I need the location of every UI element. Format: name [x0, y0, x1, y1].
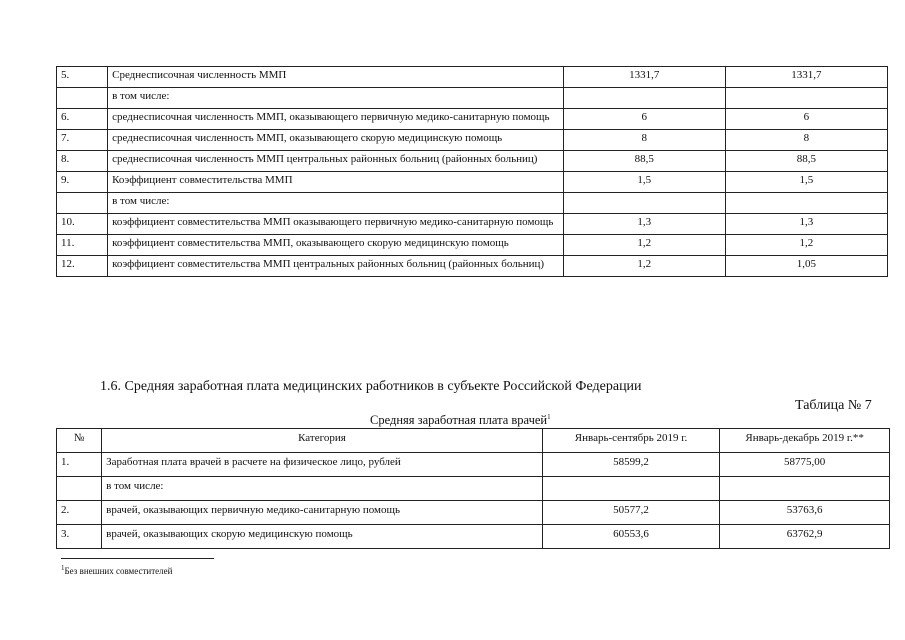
table-number: Таблица № 7 — [795, 398, 872, 413]
table-row — [57, 109, 888, 130]
row-value-2 — [725, 88, 887, 109]
row-number: 12. — [57, 256, 108, 277]
row-number: 1. — [57, 453, 102, 477]
row-number: 7. — [57, 130, 108, 151]
row-label: врачей, оказывающих первичную медико-санитарную помощь — [102, 501, 543, 525]
row-value-1: 50577,2 — [542, 501, 720, 525]
row-value-2: 88,5 — [725, 151, 887, 172]
row-value-1: 6 — [563, 109, 725, 130]
footnote-mark: 1 — [61, 564, 65, 572]
row-number: 8. — [57, 151, 108, 172]
footnote-text: Без внешних совместителей — [64, 566, 173, 576]
salary-table-body — [57, 453, 890, 549]
row-value-1: 1,2 — [563, 256, 725, 277]
row-label: коэффициент совместительства ММП центральных районных больниц (районных больниц) — [108, 256, 564, 277]
row-number: 9. — [57, 172, 108, 193]
row-label: в том числе: — [108, 88, 564, 109]
row-value-2: 63762,9 — [720, 525, 890, 549]
row-value-1: 1331,7 — [563, 67, 725, 88]
row-label: среднесписочная численность ММП, оказывающего первичную медико-санитарную помощь — [108, 109, 564, 130]
row-number: 3. — [57, 525, 102, 549]
section-title: 1.6. Средняя заработная плата медицинских работников в субъекте Российской Федерации — [100, 379, 642, 394]
staff-table — [56, 66, 888, 277]
row-label: в том числе: — [102, 477, 543, 501]
row-value-1: 1,2 — [563, 235, 725, 256]
staff-table-body — [57, 67, 888, 277]
row-value-2: 53763,6 — [720, 501, 890, 525]
table-row — [57, 235, 888, 256]
row-label: среднесписочная численность ММП центральных районных больниц (районных больниц) — [108, 151, 564, 172]
table-row — [57, 130, 888, 151]
table-row — [57, 67, 888, 88]
row-number — [57, 193, 108, 214]
table-row — [57, 88, 888, 109]
table-row — [57, 214, 888, 235]
row-label: Заработная плата врачей в расчете на физическое лицо, рублей — [102, 453, 543, 477]
row-number: 10. — [57, 214, 108, 235]
row-number: 6. — [57, 109, 108, 130]
table-row — [57, 501, 890, 525]
row-value-2: 1,05 — [725, 256, 887, 277]
row-value-2 — [720, 477, 890, 501]
row-value-2: 8 — [725, 130, 887, 151]
row-label: среднесписочная численность ММП, оказывающего скорую медицинскую помощь — [108, 130, 564, 151]
row-value-1: 1,3 — [563, 214, 725, 235]
row-label: Среднесписочная численность ММП — [108, 67, 564, 88]
table-caption — [370, 413, 551, 428]
salary-table — [56, 428, 890, 549]
footnote-divider — [61, 558, 214, 559]
row-value-2 — [725, 193, 887, 214]
row-value-2: 1,2 — [725, 235, 887, 256]
table-row — [57, 193, 888, 214]
row-value-2: 6 — [725, 109, 887, 130]
table-row — [57, 256, 888, 277]
row-number — [57, 88, 108, 109]
row-value-1: 1,5 — [563, 172, 725, 193]
header-jan-dec: Январь-декабрь 2019 г.** — [720, 429, 890, 453]
row-value-1 — [563, 88, 725, 109]
row-value-1 — [563, 193, 725, 214]
row-value-1: 8 — [563, 130, 725, 151]
row-number: 11. — [57, 235, 108, 256]
table-row — [57, 453, 890, 477]
table-caption-footnote-mark: 1 — [547, 412, 551, 421]
row-value-2: 1331,7 — [725, 67, 887, 88]
row-number — [57, 477, 102, 501]
row-value-2: 1,3 — [725, 214, 887, 235]
row-value-1: 88,5 — [563, 151, 725, 172]
row-value-2: 1,5 — [725, 172, 887, 193]
row-value-1: 60553,6 — [542, 525, 720, 549]
footnote — [61, 566, 172, 576]
row-label: врачей, оказывающих скорую медицинскую помощь — [102, 525, 543, 549]
row-value-2: 58775,00 — [720, 453, 890, 477]
header-jan-sep: Январь-сентябрь 2019 г. — [542, 429, 720, 453]
salary-table-header-row — [57, 429, 890, 453]
row-label: коэффициент совместительства ММП оказывающего первичную медико-санитарную помощь — [108, 214, 564, 235]
row-label: Коэффициент совместительства ММП — [108, 172, 564, 193]
row-value-1: 58599,2 — [542, 453, 720, 477]
table-row — [57, 525, 890, 549]
row-number: 5. — [57, 67, 108, 88]
table-caption-text: Средняя заработная плата врачей — [370, 413, 548, 427]
row-value-1 — [542, 477, 720, 501]
table-row — [57, 477, 890, 501]
row-number: 2. — [57, 501, 102, 525]
header-category: Категория — [102, 429, 543, 453]
row-label: коэффициент совместительства ММП, оказывающего скорую медицинскую помощь — [108, 235, 564, 256]
table-row — [57, 151, 888, 172]
row-label: в том числе: — [108, 193, 564, 214]
header-number: № — [57, 429, 102, 453]
table-row — [57, 172, 888, 193]
